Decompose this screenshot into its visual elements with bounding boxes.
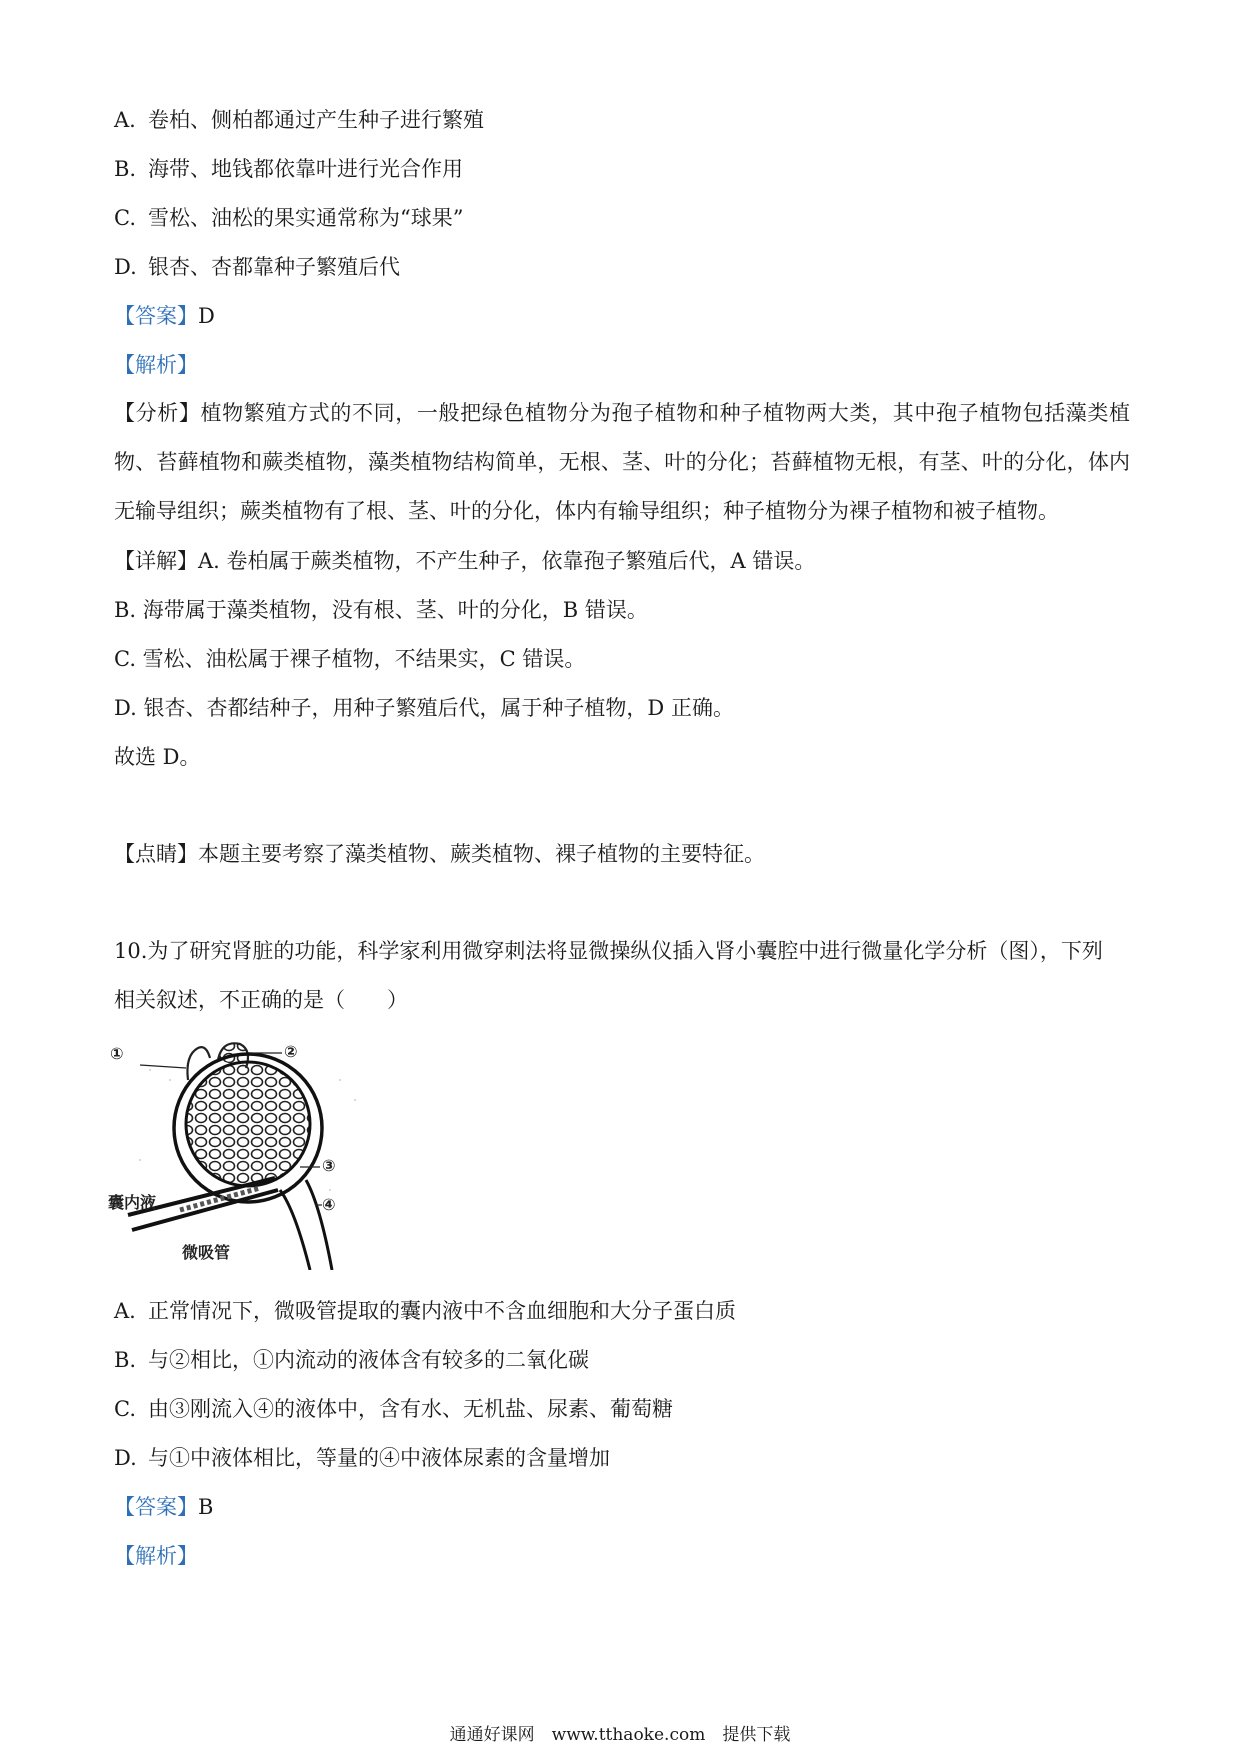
q10-analysis-heading: 【解析】: [114, 1544, 198, 1568]
q10-answer: 【答案】B: [114, 1495, 214, 1519]
renal-tubule-wall-right: [306, 1180, 332, 1270]
q9-analysis-heading: 【解析】: [114, 353, 198, 377]
q10-option-d: D. 与①中液体相比，等量的④中液体尿素的含量增加: [114, 1446, 610, 1470]
q9-xiangjie-d: D. 银杏、杏都结种子，用种子繁殖后代，属于种子植物，D 正确。: [114, 696, 734, 720]
q9-option-d: D. 银杏、杏都靠种子繁殖后代: [114, 255, 400, 279]
figure-label-3: ③: [322, 1156, 336, 1175]
q9-answer: 【答案】D: [114, 304, 215, 328]
q9-final-choice: 故选 D。: [114, 745, 201, 769]
renal-tubule-wall-left: [280, 1190, 310, 1270]
figure-label-1: ①: [110, 1044, 124, 1063]
q10-option-a: A. 正常情况下，微吸管提取的囊内液中不含血细胞和大分子蛋白质: [114, 1299, 736, 1323]
q9-fenxi: 【分析】植物繁殖方式的不同，一般把绿色植物分为孢子植物和种子植物两大类，其中孢子植物包括藻类植物、苔藓植物和蕨类植物，藻类植物结构简单，无根、茎、叶的分化；苔藓植物无根，有茎、叶的分化，体内无输导组织；蕨类植物有了根、茎、叶的分化，体内有输导组织；种子植物分为裸子植物和被子植物。: [114, 401, 1131, 523]
glomerulus: [186, 1062, 310, 1186]
leader-line-1: [140, 1065, 186, 1068]
figure-label-sac-fluid: 囊内液: [108, 1193, 157, 1212]
renal-corpuscle-figure: [110, 1040, 390, 1270]
renal-corpuscle-drawing: [110, 1040, 390, 1270]
page-footer: 通通好课网 www.tthaoke.com 提供下载: [449, 1725, 791, 1745]
q9-option-a: A. 卷柏、侧柏都通过产生种子进行繁殖: [114, 108, 484, 132]
q10-stem-line2: 相关叙述，不正确的是（ ）: [114, 988, 408, 1012]
q9-option-b: B. 海带、地钱都依靠叶进行光合作用: [114, 157, 463, 181]
q10-option-b: B. 与②相比，①内流动的液体含有较多的二氧化碳: [114, 1348, 589, 1372]
q10-stem-line1: 10.为了研究肾脏的功能，科学家利用微穿刺法将显微操纵仪插入肾小囊腔中进行微量化学分析（图），下列: [114, 939, 1103, 963]
figure-label-pipette: 微吸管: [182, 1243, 231, 1262]
q9-xiangjie-a: 【详解】A. 卷柏属于蕨类植物，不产生种子，依靠孢子繁殖后代，A 错误。: [114, 549, 816, 573]
q9-xiangjie-c: C. 雪松、油松属于裸子植物，不结果实，C 错误。: [114, 647, 586, 671]
figure-label-4: ④: [322, 1195, 336, 1214]
q10-option-c: C. 由③刚流入④的液体中，含有水、无机盐、尿素、葡萄糖: [114, 1397, 673, 1421]
q9-xiangjie-b: B. 海带属于藻类植物，没有根、茎、叶的分化，B 错误。: [114, 598, 648, 622]
figure-label-2: ②: [284, 1042, 298, 1061]
q9-dianjing: 【点睛】本题主要考察了藻类植物、蕨类植物、裸子植物的主要特征。: [114, 842, 765, 866]
q9-option-c: C. 雪松、油松的果实通常称为“球果”: [114, 206, 464, 230]
